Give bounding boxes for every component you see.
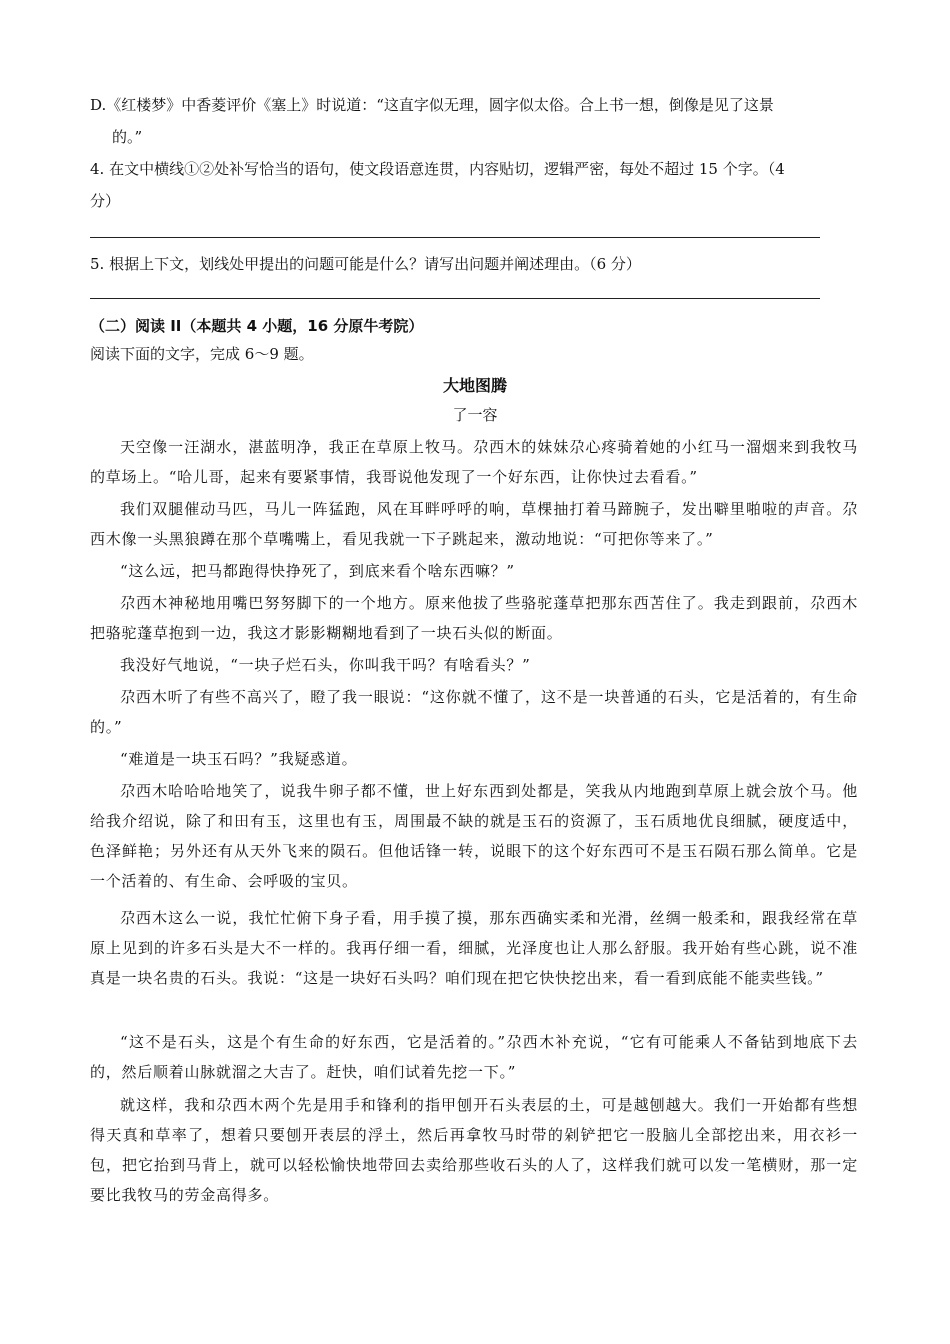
answer-line-q4 [90,237,820,238]
article-paragraph: 尕西木听了有些不高兴了，瞪了我一眼说：“这你就不懂了，这不是一块普通的石头，它是活着的，有生命的。” [90,688,858,736]
question-5: 5. 根据上下文，划线处甲提出的问题可能是什么？请写出问题并阐述理由。（6 分） [90,255,641,273]
article-author: 了一容 [452,406,498,424]
question-4-line-1: 4. 在文中横线①②处补写恰当的语句，使文段语意连贯，内容贴切，逻辑严密，每处不超过 15 个字。（4 [90,160,785,178]
article-paragraph: “这不是石头，这是个有生命的好东西，它是活着的。”尕西木补充说，“它有可能乘人不备钻到地底下去的，然后顺着山脉就溜之大吉了。赶快，咱们试着先挖一下。” [90,1033,858,1081]
article-paragraph: 尕西木这么一说，我忙忙俯下身子看，用手摸了摸，那东西确实柔和光滑，丝绸一般柔和，跟我经常在草原上见到的许多石头是大不一样的。我再仔细一看，细腻，光泽度也让人那么舒服。我开始有些心跳，说不准真是一块名贵的石头。我说：“这是一块好石头吗？咱们现在把它快快挖出来，看一看到底能不能卖些钱。” [90,909,858,987]
article-paragraph: 就这样，我和尕西木两个先是用手和锋利的指甲刨开石头表层的土，可是越刨越大。我们一开始都有些想得天真和草率了，想着只要刨开表层的浮土，然后再拿牧马时带的剁铲把它一股脑儿全部挖出来，用衣衫一包，把它抬到马背上，就可以轻松愉快地带回去卖给那些收石头的人了，这样我们就可以发一笔横财，那一定要比我牧马的劳金高得多。 [90,1096,858,1204]
article-paragraph: 我们双腿催动马匹，马儿一阵猛跑，风在耳畔呼呼的响，草棵抽打着马蹄腕子，发出噼里啪啦的声音。尕西木像一头黑狼蹲在那个草嘴嘴上，看见我就一下子跳起来，激动地说：“可把你等来了。” [90,500,858,548]
section-instruction: 阅读下面的文字，完成 6～9 题。 [90,345,314,363]
option-d-line-2: 的。” [112,128,143,146]
article-paragraph: “这么远，把马都跑得快挣死了，到底来看个啥东西嘛？” [120,562,515,580]
article-paragraph: 尕西木哈哈哈地笑了，说我牛卵子都不懂，世上好东西到处都是，笑我从内地跑到草原上就会放个马。他给我介绍说，除了和田有玉，这里也有玉，周围最不缺的就是玉石的资源了，玉石质地优良细腻，硬度适中，色泽鲜艳；另外还有从天外飞来的陨石。但他话锋一转，说眼下的这个好东西可不是玉石陨石那么简单。它是一个活着的、有生命、会呼吸的宝贝。 [90,782,858,890]
article-paragraph: 天空像一汪湖水，湛蓝明净，我正在草原上牧马。尕西木的妹妹尕心疼骑着她的小红马一溜烟来到我牧马的草场上。“哈儿哥，起来有要紧事情，我哥说他发现了一个好东西，让你快过去看看。” [90,438,858,486]
option-d-line-1: D.《红楼梦》中香菱评价《塞上》时说道：“这直字似无理，圆字似太俗。合上书一想，倒像是见了这景 [90,96,774,114]
answer-line-q5 [90,298,820,299]
article-paragraph: 我没好气地说，“一块子烂石头，你叫我干吗？有啥看头？” [120,656,531,674]
question-4-line-2: 分） [90,192,121,210]
article-paragraph: 尕西木神秘地用嘴巴努努脚下的一个地方。原来他拔了些骆驼蓬草把那东西苫住了。我走到跟前，尕西木把骆驼蓬草抱到一边，我这才影影糊糊地看到了一块石头似的断面。 [90,594,858,642]
article-paragraph: “难道是一块玉石吗？”我疑惑道。 [120,750,358,768]
section-heading: （二）阅读 II（本题共 4 小题，16 分原牛考院） [90,317,424,335]
article-title: 大地图腾 [442,376,507,395]
